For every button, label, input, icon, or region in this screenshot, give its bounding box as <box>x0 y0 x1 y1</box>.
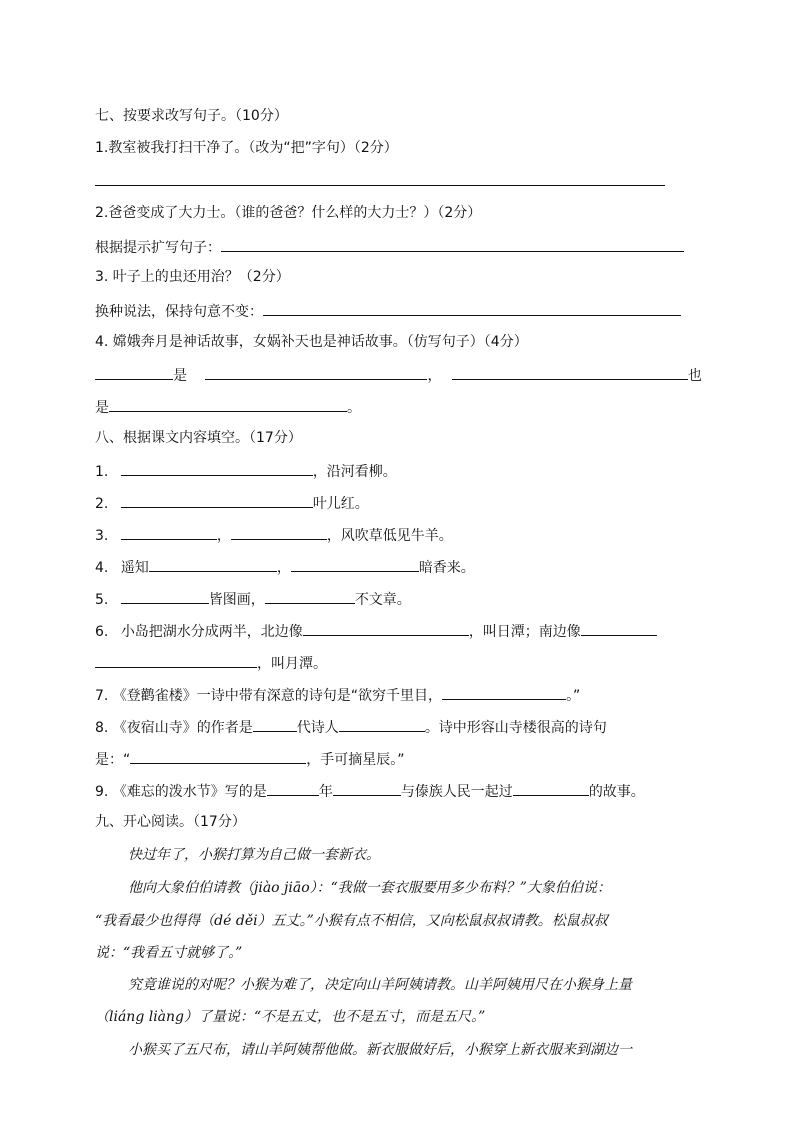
q8-1-text: ，沿河看柳。 <box>312 464 397 480</box>
section8-q6-row1 <box>95 620 657 642</box>
reading-paragraph-3-line2: （liáng liàng）了量说：“不是五丈，也不是五寸，而是五尺。” <box>95 1009 486 1025</box>
q8-1-num: 1. <box>95 464 109 480</box>
q4-end: 。 <box>347 400 361 416</box>
answer-blank-8-8a[interactable] <box>253 716 297 732</box>
answer-blank-8-4b[interactable] <box>291 556 419 572</box>
answer-blank-q4-b[interactable] <box>205 364 427 380</box>
section8-q8-row2 <box>95 748 405 770</box>
q8-8-d: 是：“ <box>95 752 131 768</box>
q8-7-end: 。” <box>566 688 581 704</box>
q8-3-text: ，风吹草低见牛羊。 <box>326 528 453 544</box>
section7-q2-prompt <box>95 236 684 258</box>
answer-blank-8-6c[interactable] <box>95 652 257 668</box>
q8-8-b: 代诗人 <box>296 720 339 736</box>
answer-blank-8-6a[interactable] <box>303 620 469 636</box>
answer-blank-8-8b[interactable] <box>339 716 425 732</box>
reading-paragraph-4: 小猴买了五尺布，请山羊阿姨帮他做。新衣服做好后，小猴穿上新衣服来到湖边一 <box>128 1042 632 1058</box>
section7-q1: 1.教室被我打扫干净了。（改为“把”字句）（2分） <box>95 140 398 156</box>
section8-q1 <box>95 460 397 482</box>
answer-blank-8-5b[interactable] <box>265 588 355 604</box>
q8-9-c: 与傣族人民一起过 <box>400 784 513 800</box>
reading-paragraph-2-line1: 他向大象伯伯请教（jiào jiāo）：“我做一套衣服要用多少布料？”大象伯伯说： <box>128 880 611 896</box>
reading-paragraph-1: 快过年了，小猴打算为自己做一套新衣。 <box>128 847 380 863</box>
section7-q4-row2 <box>95 396 361 418</box>
q8-8-c: 。诗中形容山寺楼很高的诗句 <box>424 720 607 736</box>
answer-blank-q2[interactable] <box>221 236 684 252</box>
q4-comma: ， <box>427 368 442 384</box>
answer-blank-8-2[interactable] <box>121 492 313 508</box>
answer-blank-8-9b[interactable] <box>333 780 401 796</box>
q8-3-num: 3. <box>95 528 109 544</box>
answer-blank-8-3b[interactable] <box>231 524 327 540</box>
q8-4-num: 4. <box>95 560 109 576</box>
answer-blank-8-8c[interactable] <box>130 748 306 764</box>
answer-blank-8-3a[interactable] <box>121 524 217 540</box>
q4-shi: 是 <box>173 368 187 384</box>
answer-blank-8-4a[interactable] <box>149 556 277 572</box>
q8-6-num: 6. <box>95 624 109 640</box>
answer-blank-q3[interactable] <box>263 300 681 316</box>
q8-6-start: 小岛把湖水分成两半，北边像 <box>120 624 303 640</box>
q8-6-end: ，叫月潭。 <box>257 656 327 672</box>
q8-7-text: 7. 《登鹳雀楼》一诗中带有深意的诗句是“欲穷千里目， <box>95 688 443 704</box>
q8-9-a: 9. 《难忘的泼水节》写的是 <box>95 784 267 800</box>
section8-q2 <box>95 492 369 514</box>
q4-shi2: 是 <box>95 400 109 416</box>
section8-q4 <box>95 556 475 578</box>
q2-prompt-text: 根据提示扩写句子： <box>95 240 221 256</box>
q8-9-b: 年 <box>318 784 333 800</box>
section8-q6-row2 <box>95 652 327 674</box>
section7-q4: 4. 嫦娥奔月是神话故事，女娲补天也是神话故事。（仿写句子）（4分） <box>95 334 528 350</box>
q8-5-num: 5. <box>95 592 109 608</box>
section7-q3-prompt <box>95 300 681 322</box>
q8-4-comma: ， <box>276 560 291 576</box>
section7-q3: 3. 叶子上的虫还用治？（2分） <box>95 269 290 285</box>
section8-q9 <box>95 780 645 802</box>
q3-prompt-text: 换种说法，保持句意不变： <box>95 304 263 320</box>
answer-blank-8-1[interactable] <box>121 460 313 476</box>
reading-paragraph-2-line3: 说：“我看五寸就够了。” <box>95 945 243 961</box>
q8-5-end: 不文章。 <box>354 592 411 608</box>
section7-q4-row1 <box>95 364 702 386</box>
answer-line-q1[interactable] <box>95 185 665 186</box>
reading-paragraph-2-line2: “我看最少也得得（dé děi）五丈。”小猴有点不相信，又向松鼠叔叔请教。松鼠叔叔 <box>95 913 608 929</box>
q8-2-text: 叶儿红。 <box>312 496 369 512</box>
answer-blank-8-5a[interactable] <box>121 588 209 604</box>
q8-2-num: 2. <box>95 496 109 512</box>
section7-title: 七、按要求改写句子。（10分） <box>95 108 288 124</box>
answer-blank-8-9c[interactable] <box>513 780 589 796</box>
answer-blank-8-9a[interactable] <box>267 780 319 796</box>
reading-paragraph-3-line1: 究竟谁说的对呢？小猴为难了，决定向山羊阿姨请教。山羊阿姨用尺在小猴身上量 <box>128 977 632 993</box>
q8-8-e: ，手可摘星辰。” <box>306 752 405 768</box>
section8-q7 <box>95 684 580 706</box>
section9-title: 九、开心阅读。（17分） <box>95 814 246 830</box>
section8-title: 八、根据课文内容填空。（17分） <box>95 430 302 446</box>
section7-q2: 2.爸爸变成了大力士。（谁的爸爸？什么样的大力士？）（2分） <box>95 205 482 221</box>
q8-5-mid: 皆图画， <box>208 592 265 608</box>
q8-8-a: 8. 《夜宿山寺》的作者是 <box>95 720 253 736</box>
answer-blank-q4-a[interactable] <box>95 364 173 380</box>
section8-q8-row1 <box>95 716 607 738</box>
q8-3-comma: ， <box>216 528 231 544</box>
answer-blank-8-6b[interactable] <box>581 620 657 636</box>
q8-6-mid: ，叫日潭；南边像 <box>468 624 581 640</box>
section8-q5 <box>95 588 411 610</box>
answer-blank-8-7[interactable] <box>442 684 566 700</box>
section8-q3 <box>95 524 453 546</box>
q8-4-start: 遥知 <box>120 560 149 576</box>
q4-ye: 也 <box>687 368 702 384</box>
answer-blank-q4-c[interactable] <box>452 364 688 380</box>
q8-4-text: 暗香来。 <box>418 560 475 576</box>
q8-9-d: 的故事。 <box>588 784 645 800</box>
answer-blank-q4-d[interactable] <box>109 396 347 412</box>
